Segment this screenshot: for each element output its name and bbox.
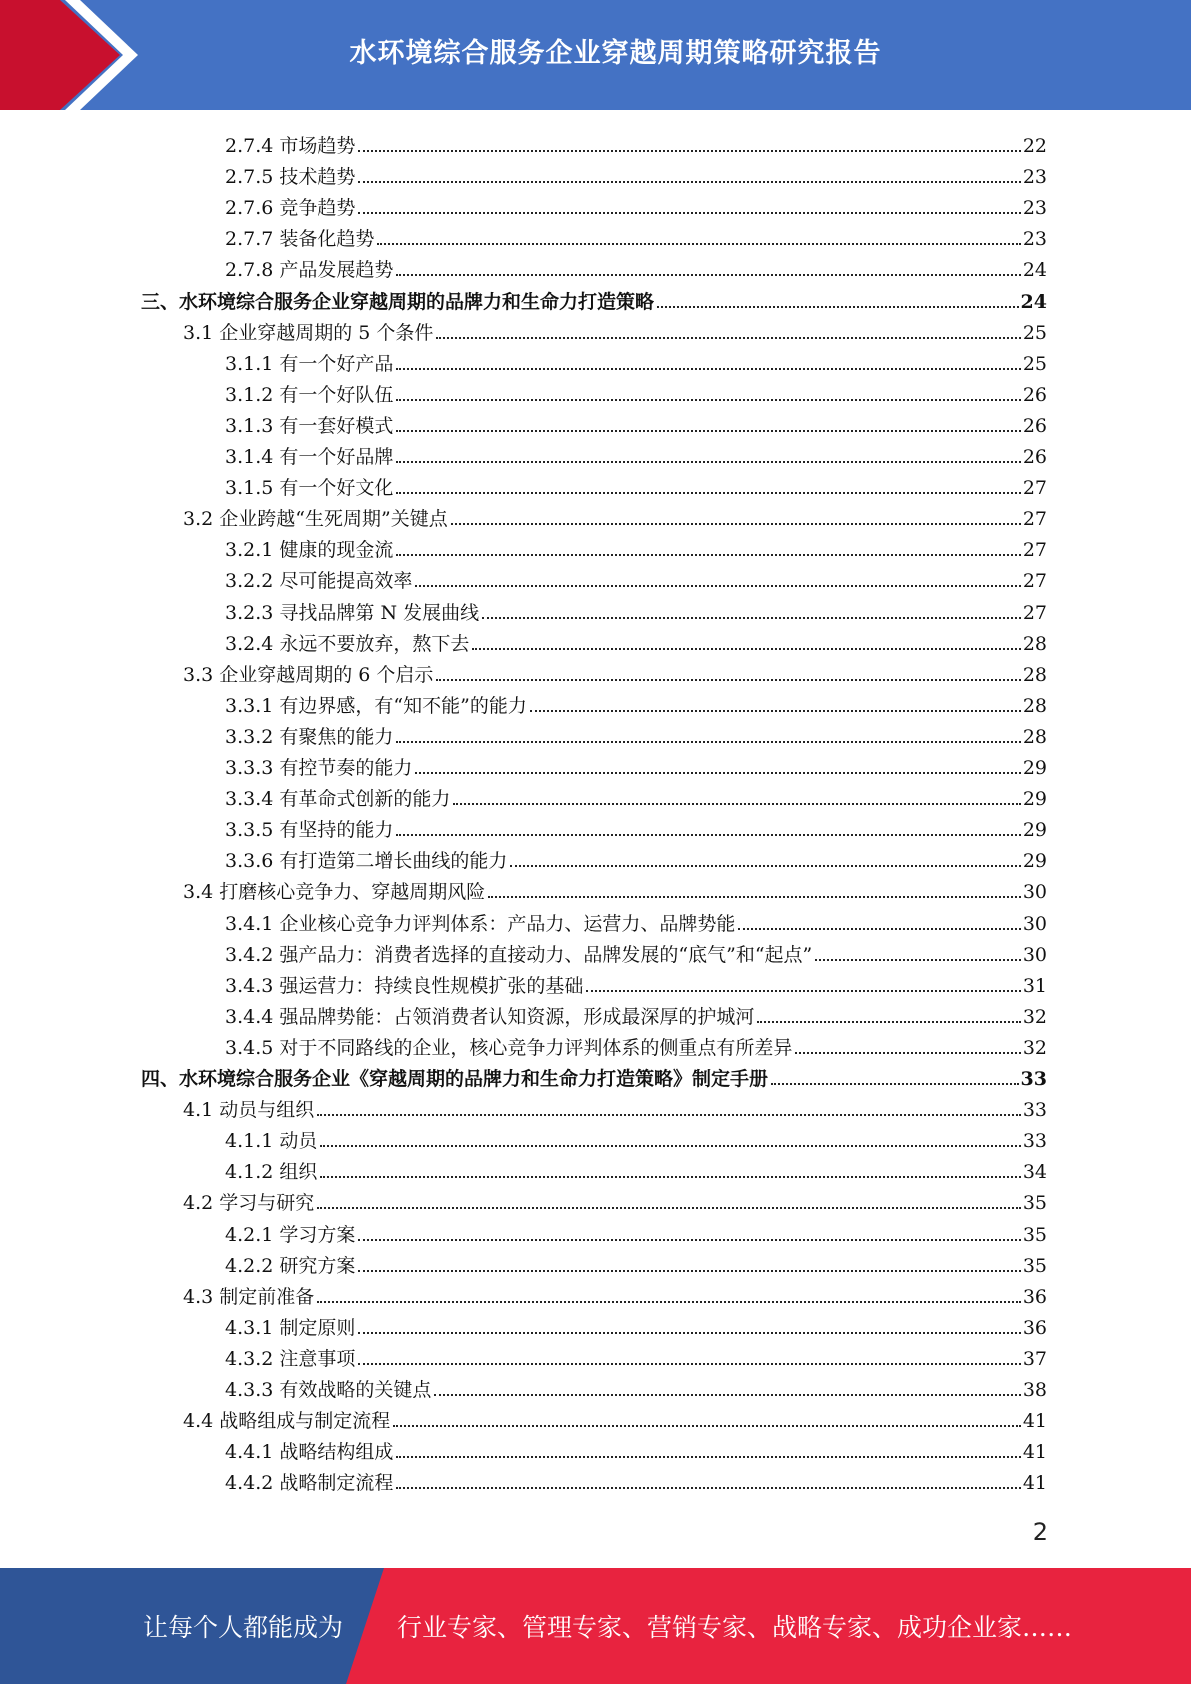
toc-dot-leader xyxy=(396,399,1020,401)
toc-entry-label: 有打造第二增长曲线的能力 xyxy=(279,850,508,873)
toc-entry-page: 26 xyxy=(1022,414,1047,437)
toc-entry[interactable] xyxy=(225,251,1047,282)
toc-entry[interactable] xyxy=(225,749,1047,780)
toc-entry-page: 26 xyxy=(1022,446,1047,468)
toc-dot-leader xyxy=(451,523,1021,525)
toc-entry-label: 对于不同路线的企业，核心竞争力评判体系的侧重点有所差异 xyxy=(279,1036,793,1059)
toc-dot-leader xyxy=(586,990,1020,992)
toc-dot-leader xyxy=(488,896,1021,898)
toc-entry-page: 27 xyxy=(1022,477,1047,500)
toc-entry-number: 3.3 xyxy=(183,663,214,686)
toc-entry-page: 33 xyxy=(1020,1068,1047,1090)
toc-dot-leader xyxy=(320,1176,1020,1178)
toc-dot-leader xyxy=(795,1052,1020,1054)
toc-entry-page: 32 xyxy=(1022,1005,1047,1028)
toc-entry-page: 23 xyxy=(1022,228,1047,251)
toc-entry[interactable] xyxy=(183,873,1047,904)
toc-entry-number: 2.7.7 xyxy=(225,228,274,251)
toc-entry[interactable] xyxy=(141,283,1047,314)
toc-entry-page: 41 xyxy=(1022,1441,1047,1464)
toc-entry-label: 水环境综合服务企业《穿越周期的品牌力和生命力打造策略》制定手册 xyxy=(179,1068,769,1090)
toc-dot-leader xyxy=(377,243,1020,245)
toc-entry-label: 制定前准备 xyxy=(219,1285,315,1308)
toc-entry-label: 产品发展趋势 xyxy=(279,259,394,282)
toc-entry-label: 有控节奏的能力 xyxy=(279,757,413,779)
toc-entry-number: 3.1.4 xyxy=(225,446,274,468)
toc-entry-label: 有一个好队伍 xyxy=(279,383,394,406)
toc-entry-page: 41 xyxy=(1022,1410,1047,1433)
toc-entry-page: 23 xyxy=(1022,197,1047,220)
toc-entry-label: 有效战略的关键点 xyxy=(279,1379,432,1401)
toc-entry-number: 3.1 xyxy=(183,321,214,344)
toc-entry-page: 28 xyxy=(1022,725,1047,748)
toc-entry-page: 24 xyxy=(1022,259,1047,282)
toc-entry-page: 27 xyxy=(1022,508,1047,531)
toc-entry-number: 3.3.6 xyxy=(225,850,274,873)
toc-entry-number: 三、 xyxy=(141,290,180,313)
toc-entry[interactable] xyxy=(225,998,1047,1029)
toc-entry[interactable] xyxy=(225,1122,1047,1153)
toc-entry-number: 2.7.4 xyxy=(225,135,274,157)
toc-entry[interactable] xyxy=(225,1309,1047,1340)
toc-entry-page: 30 xyxy=(1022,943,1047,966)
toc-entry[interactable] xyxy=(225,531,1047,562)
toc-entry-number: 4.2.1 xyxy=(225,1223,274,1246)
toc-entry-number: 3.3.2 xyxy=(225,725,274,748)
toc-entry[interactable] xyxy=(183,500,1047,531)
toc-entry[interactable] xyxy=(225,1464,1047,1495)
toc-entry[interactable] xyxy=(225,469,1047,500)
toc-entry-page: 30 xyxy=(1022,912,1047,935)
toc-entry-page: 27 xyxy=(1022,570,1047,593)
toc-entry-label: 寻找品牌第 N 发展曲线 xyxy=(279,601,480,624)
toc-entry-label: 企业核心竞争力评判体系：产品力、运营力、品牌势能 xyxy=(279,912,736,935)
toc-entry-number: 2.7.6 xyxy=(225,197,274,220)
toc-entry[interactable] xyxy=(225,811,1047,842)
toc-entry-number: 3.2.3 xyxy=(225,601,274,624)
toc-dot-leader xyxy=(396,461,1020,463)
toc-entry-number: 3.4.4 xyxy=(225,1005,274,1028)
toc-dot-leader xyxy=(472,648,1020,650)
toc-entry-label: 有坚持的能力 xyxy=(279,819,394,842)
toc-entry[interactable] xyxy=(225,1153,1047,1184)
footer-slogan-left: 让每个人都能成为 xyxy=(143,1613,344,1642)
toc-entry[interactable] xyxy=(183,656,1047,687)
toc-entry-label: 健康的现金流 xyxy=(279,539,394,562)
toc-dot-leader xyxy=(396,492,1020,494)
toc-entry-label: 企业跨越“生死周期”关键点 xyxy=(219,508,448,531)
toc-entry-number: 3.1.5 xyxy=(225,477,274,500)
toc-dot-leader xyxy=(358,1270,1020,1272)
toc-entry-label: 战略组成与制定流程 xyxy=(219,1410,391,1433)
toc-entry[interactable] xyxy=(225,687,1047,718)
toc-entry-page: 30 xyxy=(1022,881,1047,904)
toc-entry[interactable] xyxy=(225,1029,1047,1060)
toc-entry-label: 动员 xyxy=(279,1130,318,1153)
toc-dot-leader xyxy=(434,1394,1020,1396)
toc-entry-page: 25 xyxy=(1022,321,1047,344)
toc-entry[interactable] xyxy=(225,407,1047,438)
toc-entry-label: 强产品力：消费者选择的直接动力、品牌发展的“底气”和“起点” xyxy=(279,943,813,966)
toc-entry-number: 3.2.2 xyxy=(225,570,274,593)
toc-entry-page: 28 xyxy=(1022,632,1047,655)
toc-entry-page: 22 xyxy=(1022,135,1047,157)
toc-entry-number: 4.3.2 xyxy=(225,1347,274,1370)
toc-dot-leader xyxy=(358,181,1020,183)
toc-entry[interactable] xyxy=(225,1340,1047,1371)
toc-entry[interactable] xyxy=(183,1278,1047,1309)
toc-entry-label: 有聚焦的能力 xyxy=(279,725,394,748)
toc-entry-page: 32 xyxy=(1022,1036,1047,1059)
toc-dot-leader xyxy=(510,865,1020,867)
toc-entry-label: 战略结构组成 xyxy=(279,1441,394,1464)
toc-entry-label: 企业穿越周期的 5 个条件 xyxy=(219,321,434,344)
toc-entry[interactable] xyxy=(225,1247,1047,1278)
toc-entry-number: 4.4 xyxy=(183,1410,214,1433)
toc-entry-number: 4.1 xyxy=(183,1099,214,1122)
toc-entry-label: 有边界感，有“知不能”的能力 xyxy=(279,694,527,717)
toc-entry[interactable] xyxy=(183,1184,1047,1215)
toc-entry-page: 27 xyxy=(1022,601,1047,624)
toc-entry[interactable] xyxy=(225,345,1047,376)
toc-entry-page: 33 xyxy=(1022,1099,1047,1122)
toc-entry[interactable] xyxy=(141,1060,1047,1091)
toc-entry-number: 4.4.2 xyxy=(225,1472,274,1495)
toc-entry-page: 27 xyxy=(1022,539,1047,562)
report-title: 水环境综合服务企业穿越周期策略研究报告 xyxy=(349,37,882,69)
toc-entry-page: 28 xyxy=(1022,694,1047,717)
toc-entry-label: 有一个好产品 xyxy=(279,352,394,375)
toc-entry[interactable] xyxy=(225,905,1047,936)
toc-entry-number: 4.3 xyxy=(183,1285,214,1308)
header-red-arrow-icon xyxy=(0,0,150,110)
toc-entry-page: 33 xyxy=(1022,1130,1047,1153)
toc-entry-number: 4.2 xyxy=(183,1192,214,1215)
toc-entry-label: 尽可能提高效率 xyxy=(279,570,413,593)
toc-entry[interactable] xyxy=(225,189,1047,220)
toc-entry-label: 技术趋势 xyxy=(279,166,356,189)
toc-entry-label: 有革命式创新的能力 xyxy=(279,788,451,811)
toc-entry[interactable] xyxy=(225,220,1047,251)
toc-entry-label: 制定原则 xyxy=(279,1316,356,1339)
toc-entry-label: 装备化趋势 xyxy=(279,228,375,251)
toc-entry[interactable] xyxy=(225,780,1047,811)
toc-entry-number: 2.7.8 xyxy=(225,259,274,282)
toc-entry-page: 31 xyxy=(1022,974,1047,997)
toc-entry-label: 有一个好品牌 xyxy=(279,446,394,468)
toc-entry-label: 注意事项 xyxy=(279,1347,356,1370)
toc-entry-page: 29 xyxy=(1022,850,1047,873)
toc-dot-leader xyxy=(436,337,1020,339)
toc-entry-label: 研究方案 xyxy=(279,1254,356,1277)
toc-dot-leader xyxy=(453,803,1020,805)
toc-entry-number: 3.4.1 xyxy=(225,912,274,935)
toc-entry-number: 3.2.4 xyxy=(225,632,274,655)
toc-entry-number: 四、 xyxy=(141,1068,180,1090)
toc-dot-leader xyxy=(771,1083,1019,1085)
toc-entry[interactable] xyxy=(225,967,1047,998)
toc-dot-leader xyxy=(358,1239,1020,1241)
toc-entry-number: 3.4.2 xyxy=(225,943,274,966)
toc-entry-label: 水环境综合服务企业穿越周期的品牌力和生命力打造策略 xyxy=(179,290,655,313)
toc-entry-page: 28 xyxy=(1022,663,1047,686)
toc-entry-page: 36 xyxy=(1022,1285,1047,1308)
toc-entry[interactable] xyxy=(183,1402,1047,1433)
toc-entry-label: 企业穿越周期的 6 个启示 xyxy=(219,663,434,686)
toc-entry-label: 市场趋势 xyxy=(279,135,356,157)
toc-entry-number: 3.2 xyxy=(183,508,214,531)
toc-entry-label: 动员与组织 xyxy=(219,1099,315,1122)
toc-dot-leader xyxy=(396,1487,1020,1489)
toc-entry-number: 3.1.3 xyxy=(225,414,274,437)
toc-dot-leader xyxy=(317,1114,1021,1116)
toc-entry[interactable] xyxy=(225,625,1047,656)
toc-entry-page: 25 xyxy=(1022,352,1047,375)
toc-dot-leader xyxy=(436,679,1020,681)
toc-entry-number: 4.2.2 xyxy=(225,1254,274,1277)
page-footer xyxy=(0,1568,1191,1684)
toc-entry[interactable] xyxy=(225,1433,1047,1464)
toc-entry[interactable] xyxy=(225,158,1047,189)
toc-dot-leader xyxy=(396,368,1020,370)
toc-entry-number: 3.4.3 xyxy=(225,974,274,997)
toc-entry-page: 35 xyxy=(1022,1192,1047,1215)
toc-dot-leader xyxy=(320,1145,1020,1147)
toc-entry-number: 2.7.5 xyxy=(225,166,274,189)
toc-entry-label: 强运营力：持续良性规模扩张的基础 xyxy=(279,974,584,997)
toc-entry-page: 29 xyxy=(1022,757,1047,779)
toc-entry-page: 41 xyxy=(1022,1472,1047,1495)
toc-entry-label: 组织 xyxy=(279,1161,318,1184)
toc-dot-leader xyxy=(358,1363,1020,1365)
toc-dot-leader xyxy=(358,1332,1020,1334)
toc-entry[interactable] xyxy=(225,1216,1047,1247)
toc-dot-leader xyxy=(657,306,1019,308)
page-header xyxy=(0,0,1191,110)
toc-entry-number: 3.3.5 xyxy=(225,819,274,842)
toc-dot-leader xyxy=(415,585,1020,587)
toc-entry[interactable] xyxy=(225,936,1047,967)
toc-dot-leader xyxy=(415,772,1020,774)
toc-entry-number: 4.3.3 xyxy=(225,1379,274,1401)
toc-entry[interactable] xyxy=(225,1371,1047,1402)
toc-entry[interactable] xyxy=(225,562,1047,593)
toc-entry-number: 3.3.1 xyxy=(225,694,274,717)
toc-entry[interactable] xyxy=(225,127,1047,158)
toc-dot-leader xyxy=(358,212,1020,214)
toc-dot-leader xyxy=(393,1425,1021,1427)
footer-slogan-right: 行业专家、管理专家、营销专家、战略专家、成功企业家…… xyxy=(397,1613,1073,1642)
toc-dot-leader xyxy=(482,617,1021,619)
toc-entry-number: 3.3.4 xyxy=(225,788,274,811)
toc-entry[interactable] xyxy=(183,314,1047,345)
toc-entry-page: 29 xyxy=(1022,788,1047,811)
toc-entry-label: 有一个好文化 xyxy=(279,477,394,500)
toc-dot-leader xyxy=(396,741,1020,743)
toc-dot-leader xyxy=(738,928,1020,930)
toc-entry[interactable] xyxy=(225,842,1047,873)
toc-entry-page: 37 xyxy=(1022,1347,1047,1370)
toc-entry-label: 战略制定流程 xyxy=(279,1472,394,1495)
toc-entry-page: 29 xyxy=(1022,819,1047,842)
toc-entry-number: 3.4.5 xyxy=(225,1036,274,1059)
toc-dot-leader xyxy=(358,150,1020,152)
toc-entry-label: 学习与研究 xyxy=(219,1192,315,1215)
toc-entry[interactable] xyxy=(225,438,1047,469)
toc-entry-number: 3.2.1 xyxy=(225,539,274,562)
toc-dot-leader xyxy=(396,1456,1020,1458)
toc-entry-number: 3.3.3 xyxy=(225,757,274,779)
toc-dot-leader xyxy=(530,710,1021,712)
toc-entry-label: 有一套好模式 xyxy=(279,414,394,437)
toc-entry-label: 打磨核心竞争力、穿越周期风险 xyxy=(219,881,486,904)
toc-dot-leader xyxy=(757,1021,1020,1023)
toc-entry[interactable] xyxy=(225,594,1047,625)
page-number: 2 xyxy=(1032,1518,1048,1546)
toc-dot-leader xyxy=(317,1207,1021,1209)
toc-entry-number: 3.4 xyxy=(183,881,214,904)
toc-entry-label: 竞争趋势 xyxy=(279,197,356,220)
toc-dot-leader xyxy=(396,834,1020,836)
toc-dot-leader xyxy=(317,1301,1021,1303)
toc-entry[interactable] xyxy=(225,376,1047,407)
toc-entry[interactable] xyxy=(225,718,1047,749)
toc-dot-leader xyxy=(396,554,1020,556)
toc-dot-leader xyxy=(396,274,1020,276)
toc-entry-number: 4.3.1 xyxy=(225,1316,274,1339)
toc-entry-page: 26 xyxy=(1022,383,1047,406)
toc-entry-number: 3.1.2 xyxy=(225,383,274,406)
toc-entry-page: 23 xyxy=(1022,166,1047,189)
toc-entry[interactable] xyxy=(183,1091,1047,1122)
toc-entry-number: 4.4.1 xyxy=(225,1441,274,1464)
toc-entry-page: 34 xyxy=(1022,1161,1047,1184)
toc-dot-leader xyxy=(396,430,1020,432)
toc-entry-label: 学习方案 xyxy=(279,1223,356,1246)
toc-entry-page: 35 xyxy=(1022,1223,1047,1246)
toc-entry-number: 4.1.2 xyxy=(225,1161,274,1184)
toc-entry-number: 4.1.1 xyxy=(225,1130,274,1153)
toc-entry-page: 35 xyxy=(1022,1254,1047,1277)
toc-entry-number: 3.1.1 xyxy=(225,352,274,375)
toc-dot-leader xyxy=(815,959,1021,961)
toc-entry-page: 38 xyxy=(1022,1379,1047,1401)
toc-entry-label: 强品牌势能：占领消费者认知资源，形成最深厚的护城河 xyxy=(279,1005,755,1028)
toc-entry-label: 永远不要放弃，熬下去 xyxy=(279,632,470,655)
toc-entry-page: 24 xyxy=(1020,290,1047,313)
toc-entry-page: 36 xyxy=(1022,1316,1047,1339)
